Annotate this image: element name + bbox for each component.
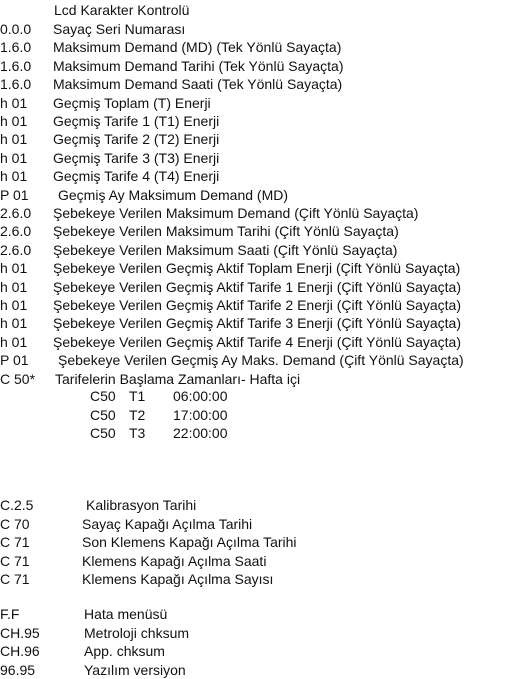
description-cell: Yazılım versiyon [84, 661, 186, 678]
description-cell: App. chksum [84, 643, 165, 659]
description-cell: Şebekeye Verilen Geçmiş Aktif Tarife 3 Enerji (Çift Yönlü Sayaçta) [53, 315, 462, 332]
code-cell: h 01 [0, 113, 28, 129]
description-cell: Maksimum Demand Tarihi (Tek Yönlü Sayaçta) [53, 57, 344, 74]
code-cell: C 71 [0, 534, 30, 550]
description-cell: Şebekeye Verilen Maksimum Tarihi (Çift Yönlü Sayaçta) [53, 223, 399, 240]
code-cell: C50 [90, 406, 116, 423]
description-cell: Hata menüsü [84, 606, 168, 622]
code-cell: C.2.5 [0, 497, 34, 513]
code-cell: P 01 [0, 352, 29, 369]
description-cell: Metroloji chksum [84, 624, 190, 641]
code-cell: 0.0.0 [0, 21, 32, 37]
code-cell: h 01 [0, 149, 28, 166]
code-cell: C50 [90, 388, 116, 404]
code-cell: 2.6.0 [0, 205, 32, 221]
description-cell: Geçmiş Tarife 4 (T4) Enerji [53, 168, 220, 185]
code-cell: 1.6.0 [0, 39, 32, 56]
time-cell: 17:00:00 [173, 406, 228, 423]
code-cell: CH.95 [0, 624, 40, 641]
tariff-cell: T2 [129, 406, 146, 423]
description-cell: Klemens Kapağı Açılma Saati [82, 552, 267, 569]
description-cell: Maksimum Demand Saati (Tek Yönlü Sayaçta) [53, 76, 343, 93]
code-cell: h 01 [0, 315, 28, 332]
description-cell: Şebekeye Verilen Maksimum Saati (Çift Yönlü Sayaçta) [53, 241, 398, 258]
code-cell: 96.95 [0, 661, 36, 678]
time-cell: 06:00:00 [173, 388, 228, 404]
description-cell: Klemens Kapağı Açılma Sayısı [82, 571, 274, 587]
code-cell: CH.96 [0, 643, 40, 659]
code-cell: 1.6.0 [0, 57, 32, 74]
code-cell: h 01 [0, 94, 28, 111]
description-cell: Maksimum Demand (MD) (Tek Yönlü Sayaçta) [53, 39, 342, 56]
description-cell: Tarifelerin Başlama Zamanları- Hafta içi [55, 370, 301, 387]
code-cell: C 71 [0, 552, 30, 569]
description-cell: Şebekeye Verilen Geçmiş Aktif Tarife 4 Enerji (Çift Yönlü Sayaçta) [53, 333, 462, 350]
description-cell: Sayaç Kapağı Açılma Tarihi [82, 515, 253, 532]
code-cell: h 01 [0, 131, 28, 148]
code-cell: C 50* [0, 370, 36, 387]
description-cell: Şebekeye Verilen Geçmiş Aktif Toplam Enerji (Çift Yönlü Sayaçta) [53, 260, 461, 277]
description-cell: Şebekeye Verilen Geçmiş Aktif Tarife 1 Enerji (Çift Yönlü Sayaçta) [53, 278, 462, 295]
code-cell: h 01 [0, 168, 28, 185]
code-cell: C 71 [0, 571, 30, 587]
code-cell: 2.6.0 [0, 241, 32, 258]
description-cell: Geçmiş Tarife 1 (T1) Enerji [53, 113, 220, 129]
description-cell: Şebekeye Verilen Geçmiş Aktif Tarife 2 Enerji (Çift Yönlü Sayaçta) [53, 297, 462, 313]
page-title: Lcd Karakter Kontrolü [54, 2, 190, 18]
description-cell: Şebekeye Verilen Maksimum Demand (Çift Yönlü Sayaçta) [53, 205, 419, 221]
code-cell: h 01 [0, 297, 28, 313]
code-cell: h 01 [0, 333, 28, 350]
tariff-cell: T1 [129, 388, 146, 404]
code-cell: h 01 [0, 260, 28, 277]
tariff-cell: T3 [129, 425, 146, 441]
code-cell: C 70 [0, 515, 30, 532]
code-cell: 2.6.0 [0, 223, 32, 240]
code-cell: P 01 [0, 186, 29, 203]
code-cell: h 01 [0, 278, 28, 295]
code-cell: C50 [90, 425, 116, 441]
description-cell: Sayaç Seri Numarası [53, 21, 186, 37]
description-cell: Geçmiş Ay Maksimum Demand (MD) [58, 186, 289, 203]
description-cell: Geçmiş Tarife 3 (T3) Enerji [53, 149, 220, 166]
code-cell: F.F [0, 606, 20, 622]
description-cell: Geçmiş Tarife 2 (T2) Enerji [53, 131, 220, 148]
description-cell: Şebekeye Verilen Geçmiş Ay Maks. Demand (Çift Yönlü Sayaçta) [58, 352, 464, 369]
description-cell: Geçmiş Toplam (T) Enerji [53, 94, 211, 111]
code-cell: 1.6.0 [0, 76, 32, 93]
time-cell: 22:00:00 [173, 425, 228, 441]
description-cell: Son Klemens Kapağı Açılma Tarihi [82, 534, 297, 550]
description-cell: Kalibrasyon Tarihi [86, 497, 197, 513]
